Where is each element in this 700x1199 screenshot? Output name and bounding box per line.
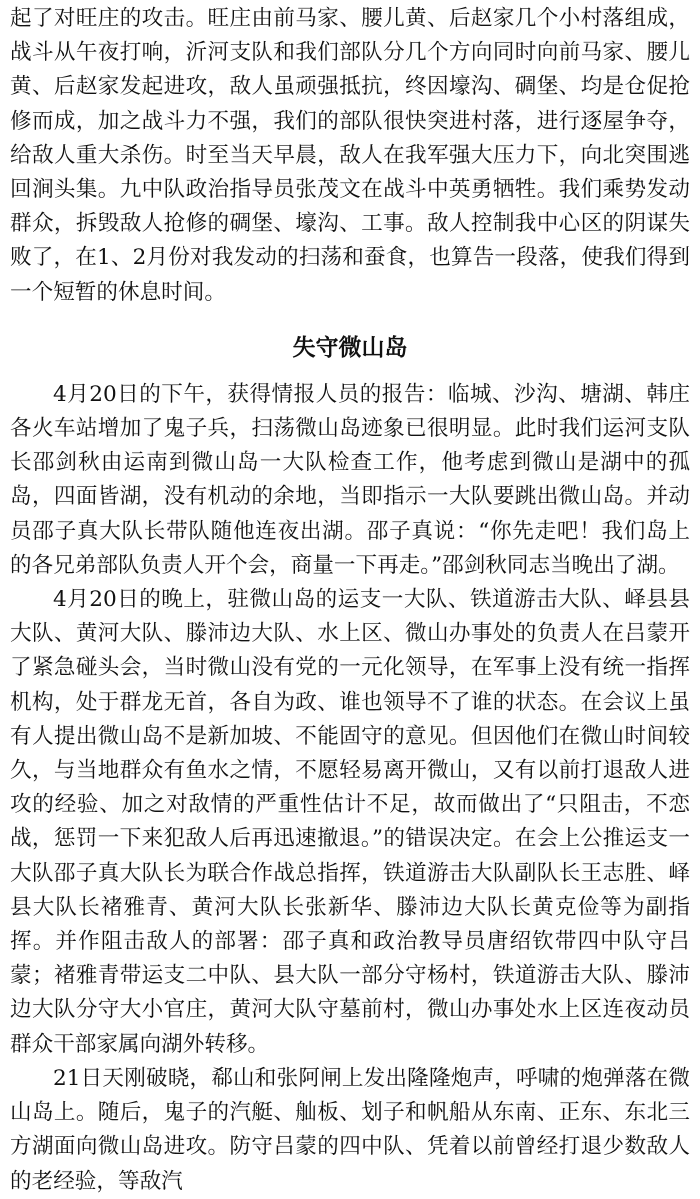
body-paragraph: 21日天刚破晓，郗山和张阿闸上发出隆隆炮声，呼啸的炮弹落在微山岛上。随后，鬼子的汽艇、舢板、划子和帆船从东南、正东、东北三方湖面向微山岛进攻。防守吕蒙的四中队、凭着以前曾经打退少数敌人的老经验，等敌汽 — [10, 1065, 690, 1194]
body-paragraph: 起了对旺庄的攻击。旺庄由前马家、腰儿黄、后赵家几个小村落组成，战斗从午夜打响，沂河支队和我们部队分几个方向同时向前马家、腰儿黄、后赵家发起进攻，敌人虽顽强抵抗，终因壕沟、碉堡、均是仓促抢修而成，加之战斗力不强，我们的部队很快突进村落，进行逐屋争夺，给敌人重大杀伤。时至当天早晨，敌人在我军强大压力下，向北突围逃回涧头集。九中队政治指导员张茂文在战斗中英勇牺牲。我们乘势发动群众，拆毁敌人抢修的碉堡、壕沟、工事。敌人控制我中心区的阴谋失败了，在1、2月份对我发动的扫荡和蚕食，也算告一段落，使我们得到一个短暂的休息时间。 — [10, 6, 690, 305]
document-page — [10, 2, 690, 1199]
body-paragraph: 4月20日的下午，获得情报人员的报告：临城、沙沟、塘湖、韩庄各火车站增加了鬼子兵，扫荡微山岛迹象已很明显。此时我们运河支队长邵剑秋由运南到微山岛一大队检查工作，他考虑到微山是湖中的孤岛，四面皆湖，没有机动的余地，当即指示一大队要跳出微山岛。并动员邵子真大队长带队随他连夜出湖。邵子真说：“你先走吧！我们岛上的各兄弟部队负责人开个会，商量一下再走。”邵剑秋同志当晚出了湖。 — [10, 381, 690, 578]
section-heading: 失守微山岛 — [292, 334, 408, 361]
body-paragraph: 4月20日的晚上，驻微山岛的运支一大队、铁道游击大队、峄县县大队、黄河大队、滕沛边大队、水上区、微山办事处的负责人在吕蒙开了紧急碰头会，当时微山没有党的一元化领导，在军事上没有统一指挥机构，处于群龙无首，各自为政、谁也领导不了谁的状态。在会议上虽有人提出微山岛不是新加坡、不能固守的意见。但因他们在微山时间较久，与当地群众有鱼水之情，不愿轻易离开微山，又有以前打退敌人进攻的经验、加之对敌情的严重性估计不足，故而做出了“只阻击，不恋战，惩罚一下来犯敌人后再迅速撤退。”的错误决定。在会上公推运支一大队邵子真大队长为联合作战总指挥，铁道游击大队副队长王志胜、峄县大队长褚雅青、黄河大队长张新华、滕沛边大队长黄克俭等为副指挥。并作阻击敌人的部署：邵子真和政治教导员唐绍钦带四中队守吕蒙；褚雅青带运支二中队、县大队一部分守杨村，铁道游击大队、滕沛边大队分守大小官庄，黄河大队守墓前村，微山办事处水上区连夜动员群众干部家属向湖外转移。 — [10, 587, 690, 1057]
